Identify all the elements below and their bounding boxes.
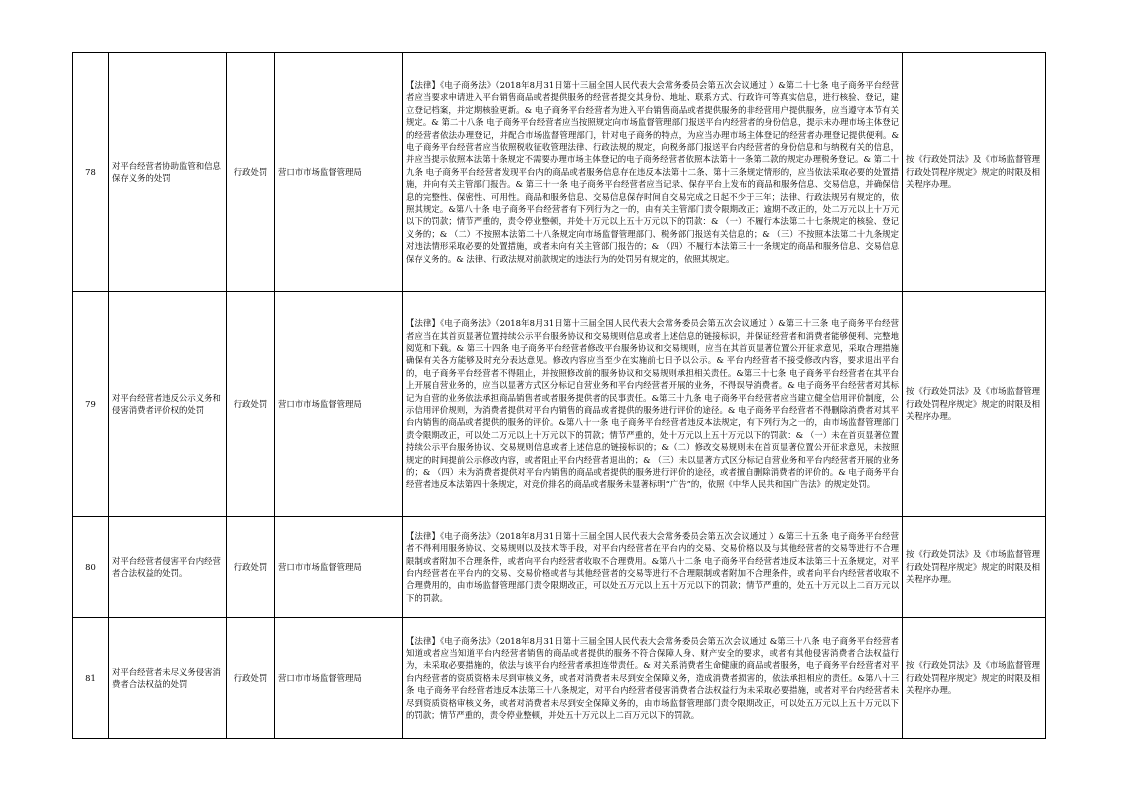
handling-procedure: 按《行政处罚法》及《市场监督管理行政处罚程序规定》规定的时限及相关程序办理。 xyxy=(903,618,1046,739)
item-kind: 行政处罚 xyxy=(227,53,275,292)
item-number: 78 xyxy=(73,53,109,292)
table-row xyxy=(73,292,1046,517)
item-name: 对平台经营者侵害平台内经营者合法权益的处罚。 xyxy=(109,517,227,618)
legal-basis: 【法律】《电子商务法》（2018年8月31日第十三届全国人民代表大会常务委员会第五次会议通过 ）&第三十五条 电子商务平台经营者不得利用服务协议、交易规则以及技术等手段，对平台内经营者在平台内的交易、交易价格以及与其他经营者的交易等进行不合理限制或者附加不合理条件，或者向平台内经营者收取不合理费用。&第八十二条 电子商务平台经营者违反本法第三十五条规定，对平台内经营者在平台内的交易、交易价格或者与其他经营者的交易等进行不合理限制或者附加不合理条件，或者向平台内经营者收取不合理费用的，由市场监督管理部门责令限期改正，可以处五万元以上五十万元以下的罚款；情节严重的，处五十万元以上二百万元以下的罚款。 xyxy=(403,517,903,618)
item-kind: 行政处罚 xyxy=(227,618,275,739)
handling-procedure: 按《行政处罚法》及《市场监督管理行政处罚程序规定》规定的时限及相关程序办理。 xyxy=(903,517,1046,618)
implementing-agency: 营口市市场监督管理局 xyxy=(275,292,403,517)
item-kind: 行政处罚 xyxy=(227,517,275,618)
implementing-agency: 营口市市场监督管理局 xyxy=(275,618,403,739)
legal-basis: 【法律】《电子商务法》（2018年8月31日第十三届全国人民代表大会常务委员会第五次会议通过 &第三十八条 电子商务平台经营者知道或者应当知道平台内经营者销售的商品或者提供的服务不符合保障人身、财产安全的要求，或者有其他侵害消费者合法权益行为，未采取必要措施的，依法与该平台内经营者承担连带责任。& 对关系消费者生命健康的商品或者服务，电子商务平台经营者对平台内经营者的资质资格未尽到审核义务，或者对消费者未尽到安全保障义务，造成消费者损害的，依法承担相应的责任。&第八十三条 电子商务平台经营者违反本法第三十八条规定，对平台内经营者侵害消费者合法权益行为未采取必要措施，或者对平台内经营者未尽到资质资格审核义务，或者对消费者未尽到安全保障义务的，由市场监督管理部门责令限期改正，可以处五万元以上五十万元以下的罚款；情节严重的，责令停业整顿，并处五十万元以上二百万元以下的罚款。 xyxy=(403,618,903,739)
implementing-agency: 营口市市场监督管理局 xyxy=(275,53,403,292)
handling-procedure: 按《行政处罚法》及《市场监督管理行政处罚程序规定》规定的时限及相关程序办理。 xyxy=(903,53,1046,292)
item-kind: 行政处罚 xyxy=(227,292,275,517)
legal-basis: 【法律】《电子商务法》（2018年8月31日第十三届全国人民代表大会常务委员会第五次会议通过 ）&第三十三条 电子商务平台经营者应当在其首页显著位置持续公示平台服务协议和交易规则信息或者上述信息的链接标识，并保证经营者和消费者能够便利、完整地阅览和下载。& 第三十四条 电子商务平台经营者修改平台服务协议和交易规则，应当在其首页显著位置公开征求意见，采取合理措施确保有关各方能够及时充分表达意见。修改内容应当至少在实施前七日予以公示。& 平台内经营者不接受修改内容，要求退出平台的，电子商务平台经营者不得阻止，并按照修改前的服务协议和交易规则承担相关责任。&第三十七条 电子商务平台经营者在其平台上开展自营业务的，应当以显著方式区分标记自营业务和平台内经营者开展的业务，不得误导消费者。& 电子商务平台经营者对其标记为自营的业务依法承担商品销售者或者服务提供者的民事责任。&第三十九条 电子商务平台经营者应当建立健全信用评价制度，公示信用评价规则，为消费者提供对平台内销售的商品或者提供的服务进行评价的途径。& 电子商务平台经营者不得删除消费者对其平台内销售的商品或者提供的服务的评价。&第八十一条 电子商务平台经营者违反本法规定，有下列行为之一的，由市场监督管理部门责令限期改正，可以处二万元以上十万元以下的罚款；情节严重的，处十万元以上五十万元以下的罚款：& （一）未在首页显著位置持续公示平台服务协议、交易规则信息或者上述信息的链接标识的；&（二）修改交易规则未在首页显著位置公开征求意见，未按照规定的时间提前公示修改内容，或者阻止平台内经营者退出的；& （三）未以显著方式区分标记自营业务和平台内经营者开展的业务的；& （四）未为消费者提供对平台内销售的商品或者提供的服务进行评价的途径，或者擅自删除消费者的评价的。& 电子商务平台经营者违反本法第四十条规定，对竞价排名的商品或者服务未显著标明“广告”的，依照《中华人民共和国广告法》的规定处罚。 xyxy=(403,292,903,517)
handling-procedure: 按《行政处罚法》及《市场监督管理行政处罚程序规定》规定的时限及相关程序办理。 xyxy=(903,292,1046,517)
table-row xyxy=(73,618,1046,739)
item-name: 对平台经营者协助监管和信息保存义务的处罚 xyxy=(109,53,227,292)
table-row xyxy=(73,517,1046,618)
item-name: 对平台经营者违反公示义务和侵害消费者评价权的处罚 xyxy=(109,292,227,517)
item-number: 81 xyxy=(73,618,109,739)
implementing-agency: 营口市市场监督管理局 xyxy=(275,517,403,618)
item-name: 对平台经营者未尽义务侵害消费者合法权益的处罚 xyxy=(109,618,227,739)
enforcement-items-table xyxy=(72,52,1046,739)
item-number: 79 xyxy=(73,292,109,517)
legal-basis: 【法律】《电子商务法》（2018年8月31日第十三届全国人民代表大会常务委员会第五次会议通过 ）&第二十七条 电子商务平台经营者应当要求申请进入平台销售商品或者提供服务的经营者提交其身份、地址、联系方式、行政许可等真实信息，进行核验、登记，建立登记档案，并定期核验更新。& 电子商务平台经营者为进入平台销售商品或者提供服务的非经营用户提供服务，应当遵守本节有关规定。& 第二十八条 电子商务平台经营者应当按照规定向市场监督管理部门报送平台内经营者的身份信息，提示未办理市场主体登记的经营者依法办理登记，并配合市场监督管理部门，针对电子商务的特点，为应当办理市场主体登记的经营者办理登记提供便利。&电子商务平台经营者应当依照税收征收管理法律、行政法规的规定，向税务部门报送平台内经营者的身份信息和与纳税有关的信息，并应当提示依照本法第十条规定不需要办理市场主体登记的电子商务经营者依照本法第十一条第二款的规定办理税务登记。& 第二十九条 电子商务平台经营者发现平台内的商品或者服务信息存在违反本法第十二条、第十三条规定情形的，应当依法采取必要的处置措施，并向有关主管部门报告。& 第三十一条 电子商务平台经营者应当记录、保存平台上发布的商品和服务信息、交易信息，并确保信息的完整性、保密性、可用性。商品和服务信息、交易信息保存时间自交易完成之日起不少于三年；法律、行政法规另有规定的，依照其规定。&第八十条 电子商务平台经营者有下列行为之一的，由有关主管部门责令限期改正；逾期不改正的，处二万元以上十万元以下的罚款；情节严重的，责令停业整顿，并处十万元以上五十万元以下的罚款：& （一）不履行本法第二十七条规定的核验、登记义务的；& （二）不按照本法第二十八条规定向市场监督管理部门、税务部门报送有关信息的；& （三）不按照本法第二十九条规定对违法情形采取必要的处置措施，或者未向有关主管部门报告的；& （四）不履行本法第三十一条规定的商品和服务信息、交易信息保存义务的。& 法律、行政法规对前款规定的违法行为的处罚另有规定的，依照其规定。 xyxy=(403,53,903,292)
table-row xyxy=(73,53,1046,292)
item-number: 80 xyxy=(73,517,109,618)
